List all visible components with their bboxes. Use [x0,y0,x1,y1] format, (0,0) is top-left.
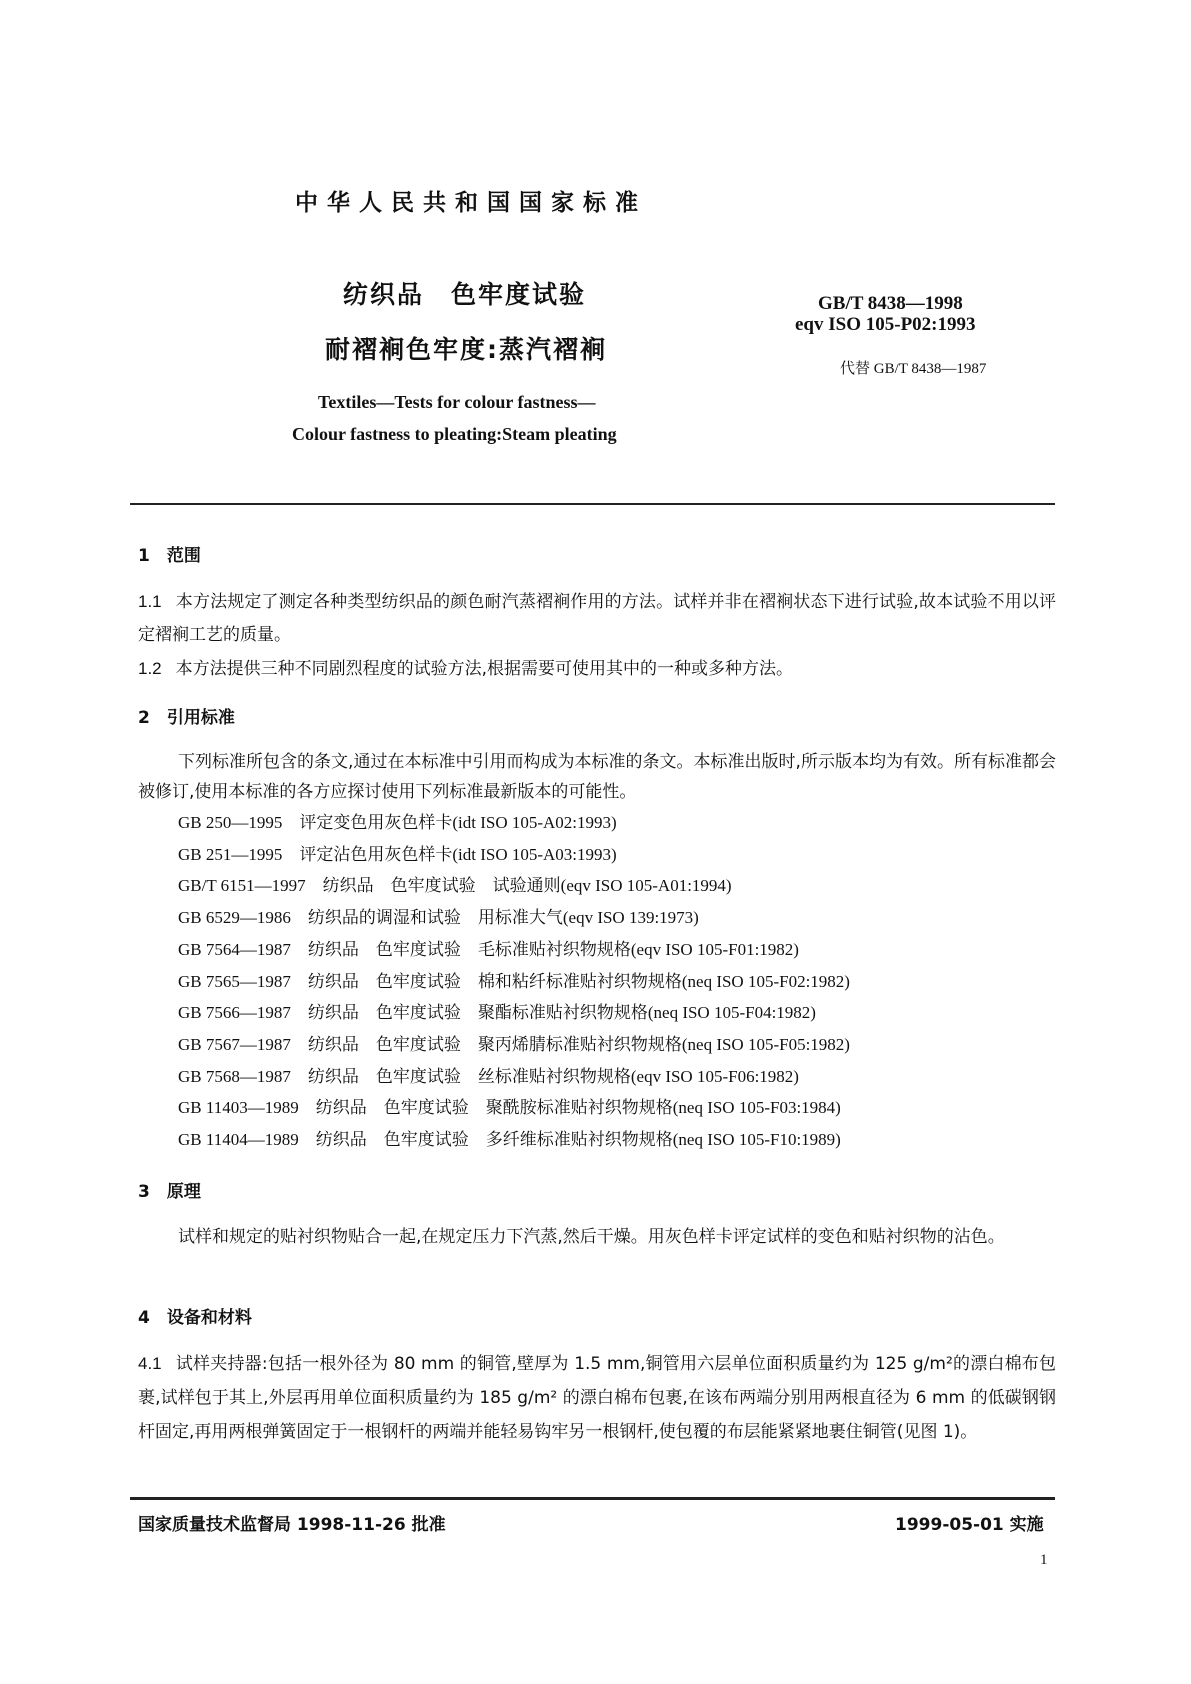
section-heading: 3 原理 [138,1182,201,1202]
reference-item: GB 251—1995 评定沾色用灰色样卡(idt ISO 105-A03:1993) [178,844,617,864]
national-standard-heading: 中华人民共和国国家标准 [295,190,647,216]
section-3-text: 试样和规定的贴衬织物贴合一起,在规定压力下汽蒸,然后干燥。用灰色样卡评定试样的变色和贴衬织物的沾色。 [178,1227,1005,1247]
section-1 [138,540,1056,686]
reference-item: GB 7565—1987 纺织品 色牢度试验 棉和粘纤标准贴衬织物规格(neq ISO 105-F02:1982) [178,971,850,991]
clause-4-1: 4.1 试样夹持器:包括一根外径为 80 mm 的铜管,壁厚为 1.5 mm,铜管用六层单位面积质量约为 125 g/m²的漂白棉布包裹,试样包于其上,外层再用单位面积质量约为 185 g/m² 的漂白棉布包裹,在该布两端分别用两根直径为 6 mm 的低碳钢钢杆固定,再用两根弹簧固定于一根钢杆的两端并能轻易钩牢另一根钢杆,使包覆的布层能紧紧地裹住铜管(见图 1)。 [138,1354,1056,1442]
clause-1-2: 1.2 本方法提供三种不同剧烈程度的试验方法,根据需要可使用其中的一种或多种方法。 [138,659,794,679]
reference-item: GB 6529—1986 纺织品的调湿和试验 用标准大气(eqv ISO 139:1973) [178,908,699,928]
title-en-line2: Colour fastness to pleating:Steam pleating [292,424,617,444]
reference-list [138,807,1056,1156]
title-cn-line2: 耐褶裥色牢度:蒸汽褶裥 [325,335,607,364]
footer-divider [130,1497,1055,1500]
reference-item: GB 7567—1987 纺织品 色牢度试验 聚丙烯腈标准贴衬织物规格(neq ISO 105-F05:1982) [178,1034,850,1054]
header-divider [130,503,1055,505]
section-2-intro: 下列标准所包含的条文,通过在本标准中引用而构成为本标准的条文。本标准出版时,所示版本均为有效。所有标准都会被修订,使用本标准的各方应探讨使用下列标准最新版本的可能性。 [138,752,1056,802]
section-2 [138,702,1056,1156]
reference-item: GB/T 6151—1997 纺织品 色牢度试验 试验通则(eqv ISO 105-A01:1994) [178,876,732,896]
reference-item: GB 7566—1987 纺织品 色牢度试验 聚酯标准贴衬织物规格(neq ISO 105-F04:1982) [178,1003,816,1023]
section-heading: 2 引用标准 [138,708,235,728]
reference-item: GB 250—1995 评定变色用灰色样卡(idt ISO 105-A02:1993) [178,813,617,832]
approval-date: 国家质量技术监督局 1998-11-26 批准 [138,1515,446,1535]
reference-item: GB 11404—1989 纺织品 色牢度试验 多纤维标准贴衬织物规格(neq ISO 105-F10:1989) [178,1130,841,1150]
section-3 [138,1176,1056,1254]
equivalent-standard: eqv ISO 105-P02:1993 [795,314,976,335]
replaces-standard: 代替 GB/T 8438—1987 [840,361,987,377]
reference-item: GB 7568—1987 纺织品 色牢度试验 丝标准贴衬织物规格(eqv ISO 105-F06:1982) [178,1066,799,1086]
title-en-line1: Textiles—Tests for colour fastness— [318,392,596,412]
reference-item: GB 11403—1989 纺织品 色牢度试验 聚酰胺标准贴衬织物规格(neq ISO 105-F03:1984) [178,1098,841,1118]
clause-1-1: 1.1 本方法规定了测定各种类型纺织品的颜色耐汽蒸褶裥作用的方法。试样并非在褶裥状态下进行试验,故本试验不用以评定褶裥工艺的质量。 [138,592,1056,645]
standard-code: GB/T 8438—1998 [818,293,963,314]
reference-item: GB 7564—1987 纺织品 色牢度试验 毛标准贴衬织物规格(eqv ISO 105-F01:1982) [178,939,799,959]
section-heading: 1 范围 [138,546,201,566]
section-heading: 4 设备和材料 [138,1308,252,1328]
effective-date: 1999-05-01 实施 [895,1515,1044,1535]
title-cn-line1: 纺织品 色牢度试验 [343,280,587,309]
page-number: 1 [1040,1552,1048,1568]
section-4 [138,1302,1056,1449]
